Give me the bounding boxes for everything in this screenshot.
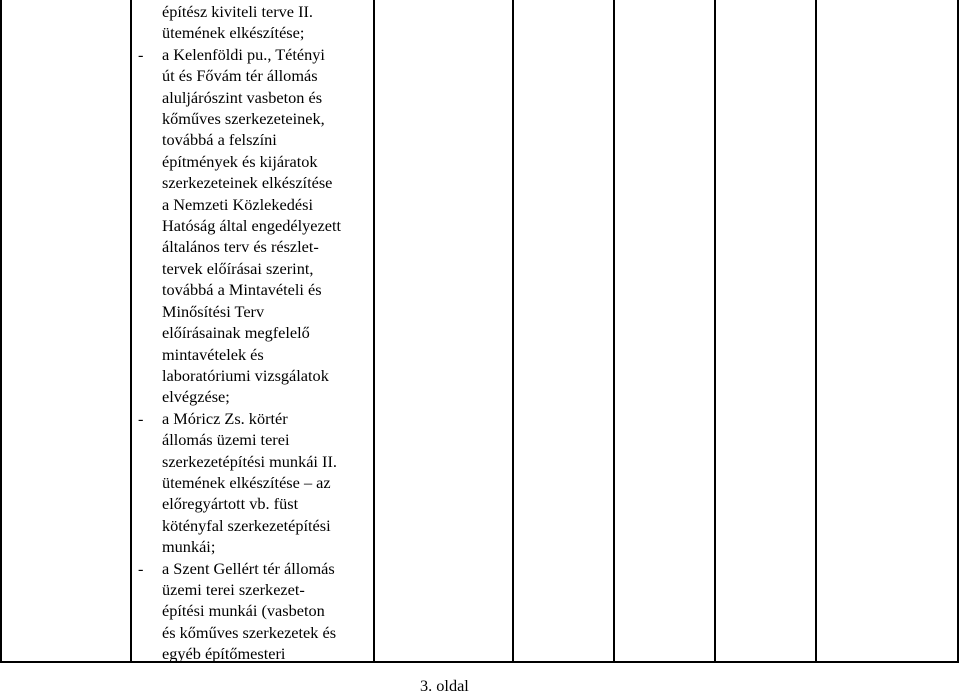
text-line: kőműves szerkezeteinek, [162,109,325,129]
list-dash: - [138,44,144,64]
list-item [138,44,378,408]
text-line: építmények és kijáratok [162,151,318,171]
page-number: 3. oldal [420,676,469,695]
text-line: szerkezeteinek elkészítése [162,173,333,193]
text-line: építész kiviteli terve II. [162,2,313,21]
text-line: aluljárószint vasbeton és [162,87,323,107]
list-dash: - [138,558,144,578]
text-line: üzemi terei szerkezet- [162,579,305,599]
text-line: elvégzése; [162,387,230,407]
text-line: a Móricz Zs. körtér [162,408,288,428]
text-line: szerkezetépítési munkái II. [162,451,337,471]
text-line: Minősítési Terv [162,301,265,321]
text-line: továbbá a felszíni [162,130,277,150]
column-divider-1 [130,0,132,663]
text-line: ütemének elkészítése – az [162,472,331,492]
text-line: tervek előírásai szerint, [162,258,314,278]
text-line: általános terv és részlet- [162,237,319,257]
text-line: kötényfal szerkezetépítési [162,515,331,535]
text-line: munkái; [162,537,216,557]
text-line: a Nemzeti Közlekedési [162,194,313,214]
text-line: laboratóriumi vizsgálatok [162,365,329,385]
list-item [138,558,378,665]
text-line: út és Fővám tér állomás [162,66,318,86]
text-line: ütemének elkészítése; [162,23,305,43]
description-cell [138,1,378,665]
list-dash: - [138,408,144,428]
text-line: előregyártott vb. füst [162,494,299,514]
column-divider-6 [815,0,817,663]
text-line: előírásainak megfelelő [162,323,310,343]
list-item [138,1,378,44]
list-item [138,408,378,558]
text-line: mintavételek és [162,344,264,364]
text-line: építési munkái (vasbeton [162,601,325,621]
text-line: Hatóság által engedélyezett [162,216,342,236]
text-line: a Kelenföldi pu., Tétényi [162,44,325,64]
text-line: egyéb építőmesteri [162,644,286,664]
text-line: továbbá a Mintavételi és [162,280,322,300]
column-divider-3 [512,0,514,663]
column-divider-4 [613,0,615,663]
column-divider-5 [714,0,716,663]
table-border-left [0,0,2,663]
text-line: állomás üzemi terei [162,430,290,450]
text-line: és kőműves szerkezetek és [162,622,337,642]
text-line: a Szent Gellért tér állomás [162,558,335,578]
